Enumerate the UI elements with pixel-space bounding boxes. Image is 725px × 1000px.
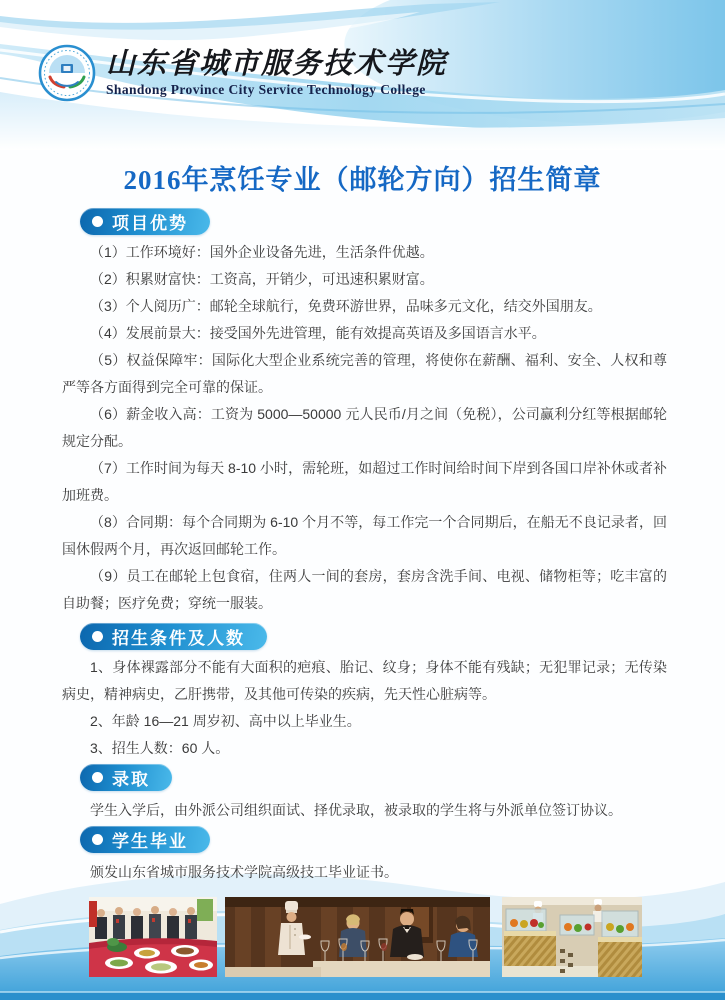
- advantage-item-1: （1）工作环境好：国外企业设备先进，生活条件优越。: [90, 244, 434, 260]
- advantages-text: [0, 239, 725, 617]
- requirement-item-3: 3、招生人数：60 人。: [90, 740, 230, 756]
- section-header-graduation: [80, 826, 725, 853]
- banquet-reception-photo: [89, 897, 217, 977]
- requirement-item-1: 1、身体裸露部分不能有大面积的疤痕、胎记、纹身；身体不能有残缺；无犯罪记录；无传染病史，精神病史，乙肝携带，及其他可传染的疾病，先天性心脏病等。: [62, 659, 667, 702]
- advantage-item-8: （8）合同期：每个合同期为 6-10 个月不等，每工作完一个合同期后，在船无不良记录者，回国休假两个月，再次返回邮轮工作。: [62, 514, 667, 557]
- college-logo: [38, 44, 96, 102]
- section-header-requirements: [80, 623, 725, 650]
- photo-strip: [89, 897, 725, 977]
- college-brand: [38, 44, 447, 102]
- advantage-item-3: （3）个人阅历广：邮轮全球航行，免费环游世界，品味多元文化，结交外国朋友。: [90, 298, 602, 314]
- section-heading-label: 录取: [112, 770, 150, 789]
- bullet-dot-icon: [92, 772, 103, 783]
- section-heading-label: 招生条件及人数: [112, 629, 245, 648]
- section-header-advantages: [80, 208, 725, 235]
- page-title: 2016年烹饪专业（邮轮方向）招生简章: [123, 165, 602, 195]
- bullet-dot-icon: [92, 631, 103, 642]
- advantage-item-4: （4）发展前景大：接受国外先进管理，能有效提高英语及多国语言水平。: [90, 325, 546, 341]
- advantage-item-6: （6）薪金收入高：工资为 5000—50000 元人民币/月之间（免税），公司赢利分红等根据邮轮规定分配。: [62, 406, 667, 449]
- section-heading-label: 学生毕业: [112, 832, 188, 851]
- admission-text: [0, 797, 725, 824]
- cruise-restaurant-dining-photo: [225, 897, 490, 977]
- advantage-item-5: （5）权益保障牢：国际化大型企业系统完善的管理，将使你在薪酬、福利、安全、人权和尊严等各方面得到完全可靠的保证。: [62, 352, 667, 395]
- requirement-item-2: 2、年龄 16—21 周岁初、高中以上毕业生。: [90, 713, 361, 729]
- section-heading-label: 项目优势: [112, 214, 188, 233]
- advantage-item-2: （2）积累财富快：工资高，开销少，可迅速积累财富。: [90, 271, 434, 287]
- requirements-text: [0, 654, 725, 762]
- graduation-paragraph: 颁发山东省城市服务技术学院高级技工毕业证书。: [90, 864, 398, 880]
- college-name-english: Shandong Province City Service Technology College: [106, 82, 426, 97]
- advantage-item-7: （7）工作时间为每天 8-10 小时，需轮班，如超过工作时间给时间下岸到各国口岸补休或者补加班费。: [62, 460, 667, 503]
- bullet-dot-icon: [92, 834, 103, 845]
- content-area: [0, 148, 725, 977]
- college-name-chinese: 山东省城市服务技术学院: [106, 48, 448, 80]
- advantage-item-9: （9）员工在邮轮上包食宿，住两人一间的套房，套房含洗手间、电视、储物柜等；吃丰富的自助餐；医疗免费；穿统一服装。: [62, 568, 667, 611]
- bullet-dot-icon: [92, 216, 103, 227]
- graduation-text: [0, 859, 725, 886]
- admission-paragraph: 学生入学后，由外派公司组织面试、择优录取，被录取的学生将与外派单位签订协议。: [90, 802, 622, 818]
- buffet-counter-photo: [502, 897, 642, 977]
- section-header-admission: [80, 764, 725, 791]
